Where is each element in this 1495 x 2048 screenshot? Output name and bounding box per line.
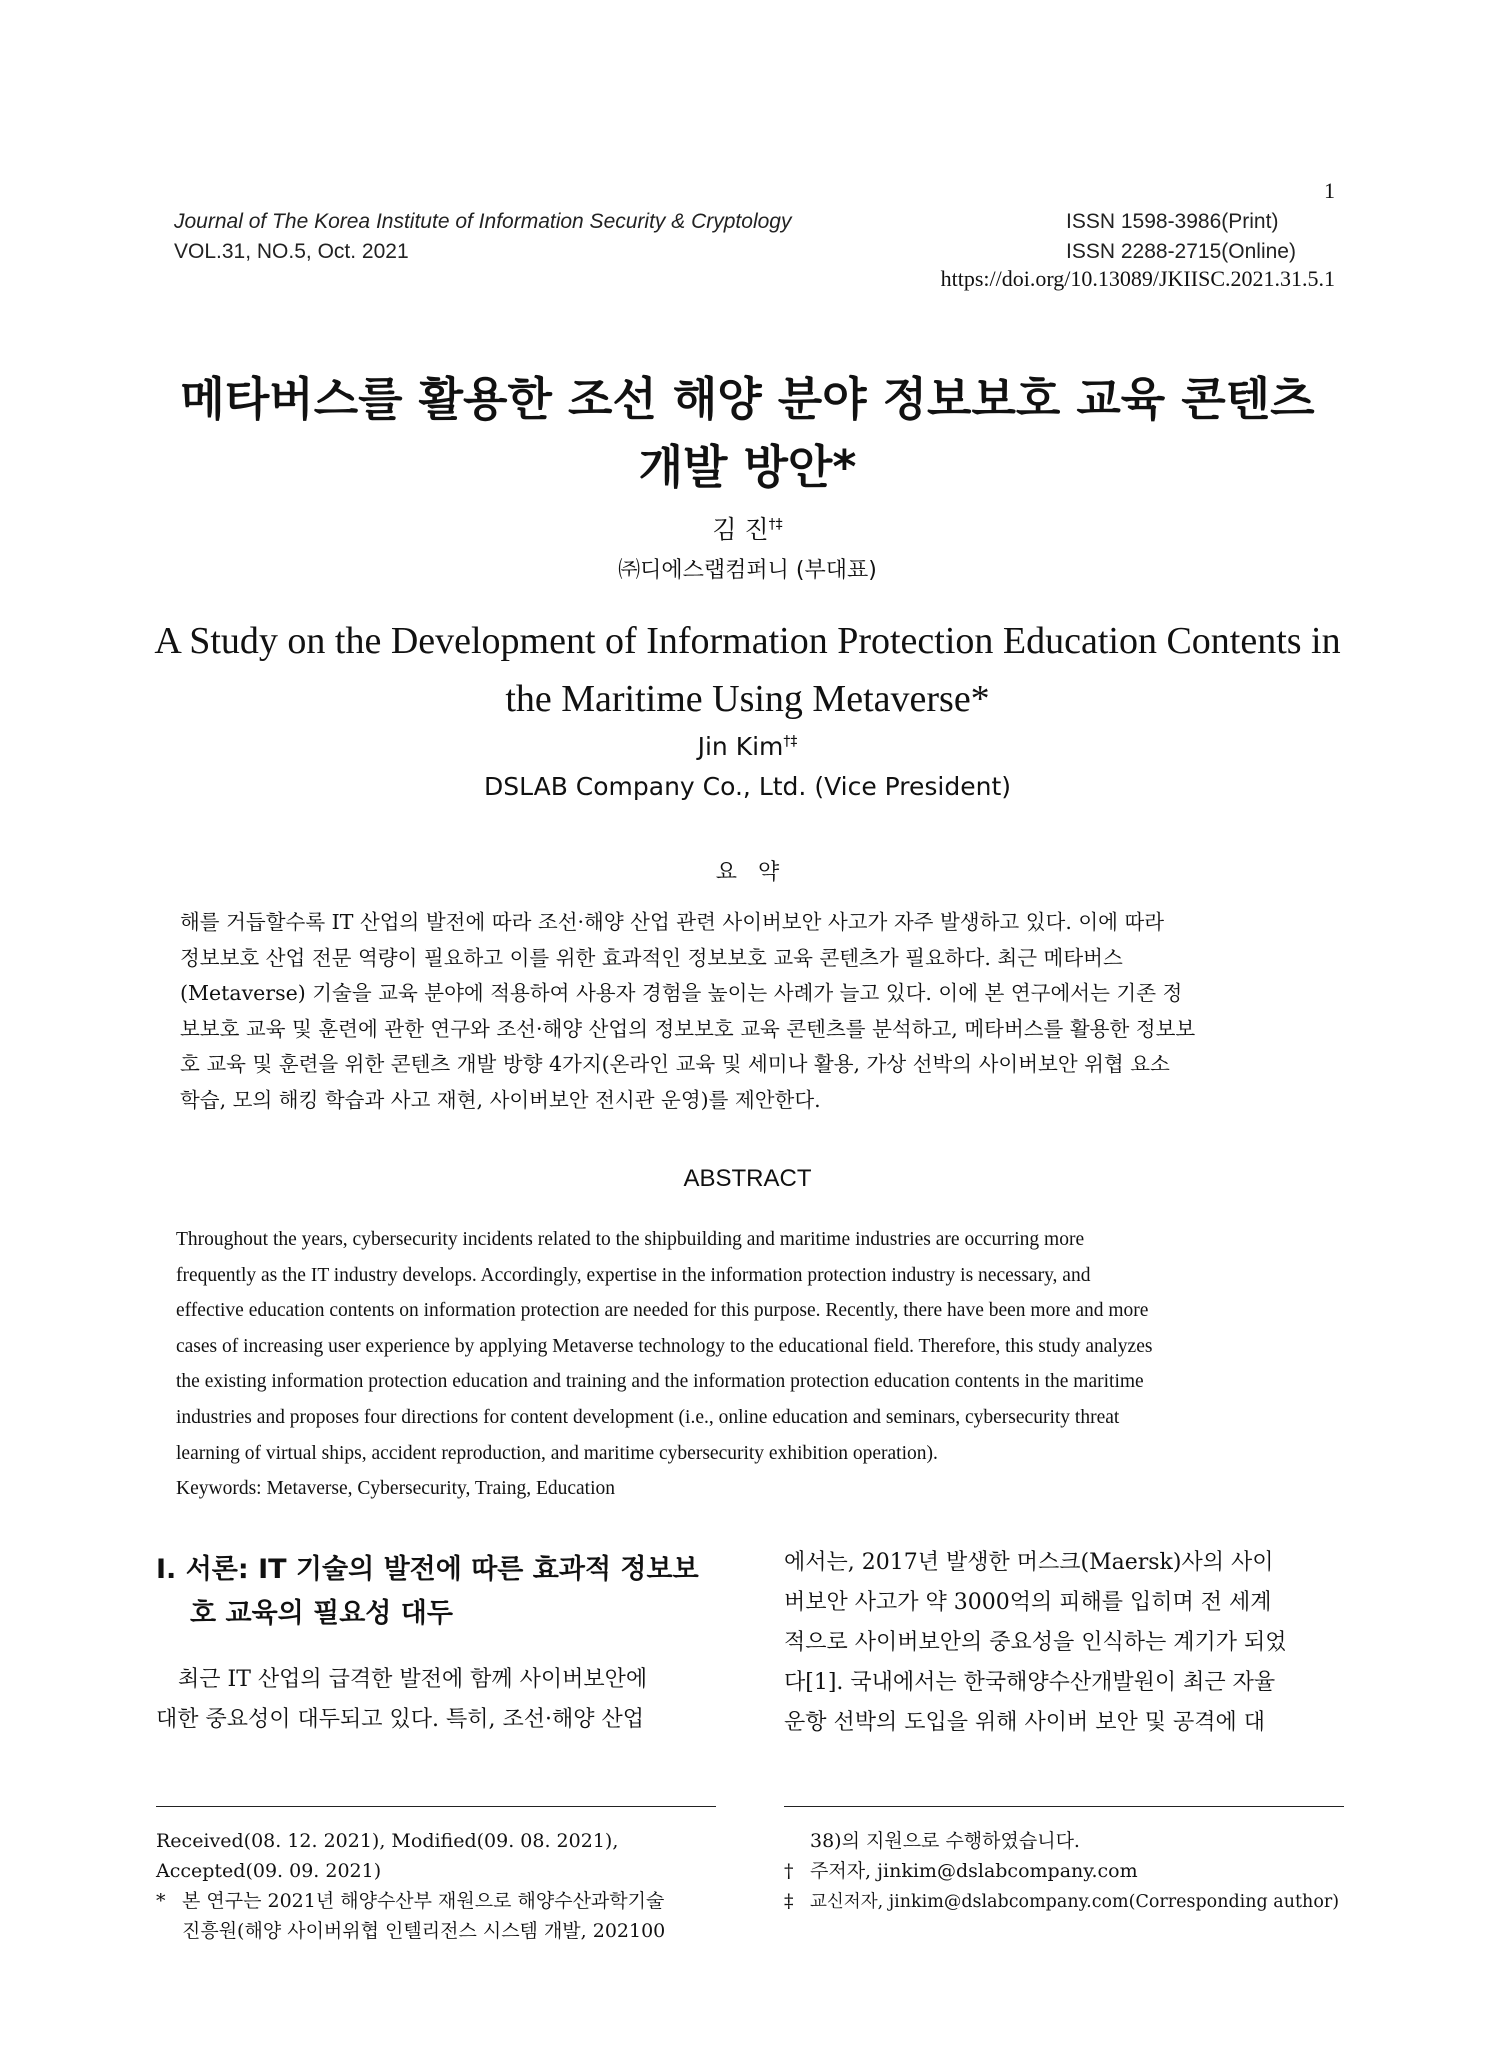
corresponding-text: 교신저자, jinkim@dslabcompany.com(Corresponding author) <box>810 1892 1340 1912</box>
abstract-en-line: the existing information protection education and training and the information protection education contents in the maritime <box>176 1371 1144 1393</box>
footnote-rule-right <box>784 1806 1344 1807</box>
affiliation-korean: ㈜디에스랩컴퍼니 (부대표) <box>618 558 877 583</box>
keywords: Keywords: Metaverse, Cybersecurity, Traing, Education <box>176 1478 616 1499</box>
abstract-english <box>176 1222 1316 1471</box>
abstract-ko-line: 보보호 교육 및 훈련에 관한 연구와 조선·해양 산업의 정보보호 교육 콘텐츠를 분석하고, 메타버스를 활용한 정보보 <box>180 1016 1196 1041</box>
footnote-funding <box>156 1886 716 1916</box>
title-en-line-1: A Study on the Development of Information Protection Education Contents in <box>154 620 1341 662</box>
footnote-main-author <box>784 1856 1344 1886</box>
abstract-en-line: learning of virtual ships, accident reproduction, and maritime cybersecurity exhibition operation). <box>176 1442 938 1464</box>
footnote-received: Received(08. 12. 2021), Modified(09. 08. 2021), <box>156 1830 619 1852</box>
funding-line-3: 38)의 지원으로 수행하였습니다. <box>810 1830 1080 1852</box>
left-footnotes <box>156 1826 716 1946</box>
funding-mark: * <box>156 1890 166 1912</box>
body-line: 적으로 사이버보안의 중요성을 인식하는 계기가 되었 <box>784 1630 1287 1655</box>
author-en-marks: †‡ <box>783 733 798 750</box>
abstract-en-line: Throughout the years, cybersecurity incidents related to the shipbuilding and maritime industries are occurring more <box>176 1229 1085 1250</box>
funding-line-1: 본 연구는 2021년 해양수산부 재원으로 해양수산과학기술 <box>182 1890 665 1912</box>
abstract-en-heading: ABSTRACT <box>683 1165 812 1192</box>
section-heading <box>156 1548 716 1636</box>
body-line: 에서는, 2017년 발생한 머스크(Maersk)사의 사이 <box>784 1550 1274 1575</box>
abstract-en-line: frequently as the IT industry develops. Accordingly, expertise in the information protection industry is necessary, and <box>176 1264 1091 1286</box>
body-line: 운항 선박의 도입을 위해 사이버 보안 및 공격에 대 <box>784 1710 1265 1735</box>
body-line: 다[1]. 국내에서는 한국해양수산개발원이 최근 자율 <box>784 1670 1276 1695</box>
page-number: 1 <box>1324 178 1335 203</box>
abstract-ko-heading: 요 약 <box>715 860 780 885</box>
ddagger-mark: ‡ <box>784 1890 794 1912</box>
footnote-corresponding <box>784 1886 1344 1917</box>
abstract-en-line: cases of increasing user experience by applying Metaverse technology to the educational field. Therefore, this study analyzes <box>176 1335 1153 1357</box>
abstract-ko-line: 학습, 모의 해킹 학습과 사고 재현, 사이버보안 전시관 운영)를 제안한다. <box>180 1087 821 1112</box>
paper-title-korean <box>150 365 1345 501</box>
abstract-ko-line: 정보보호 산업 전문 역량이 필요하고 이를 위한 효과적인 정보보호 교육 콘텐츠가 필요하다. 최근 메타버스 <box>180 945 1123 970</box>
right-footnotes <box>784 1826 1344 1917</box>
section-heading-line-1: I. 서론: IT 기술의 발전에 따른 효과적 정보보 <box>156 1554 699 1585</box>
dagger-mark: † <box>784 1860 794 1882</box>
paper-title-english <box>150 612 1345 728</box>
left-column-body <box>156 1660 714 1740</box>
title-ko-line-2: 개발 방안* <box>638 440 857 494</box>
abstract-ko-line: 해를 거듭할수록 IT 산업의 발전에 따라 조선·해양 산업 관련 사이버보안 사고가 자주 발생하고 있다. 이에 따라 <box>180 910 1165 934</box>
footnote-rule-left <box>156 1806 716 1807</box>
abstract-en-line: industries and proposes four directions for content development (i.e., online education and seminars, cybersecurity threat <box>176 1406 1120 1428</box>
issn-print: ISSN 1598-3986(Print) <box>1066 210 1279 233</box>
issn-online: ISSN 2288-2715(Online) <box>1066 240 1296 263</box>
doi-link[interactable]: https://doi.org/10.13089/JKIISC.2021.31.5.1 <box>940 266 1335 291</box>
section-heading-line-2: 호 교육의 필요성 대두 <box>190 1598 453 1629</box>
affiliation-english: DSLAB Company Co., Ltd. (Vice President) <box>483 772 1012 801</box>
author-ko-marks: †‡ <box>768 516 783 533</box>
author-ko-name: 김 진 <box>712 515 769 544</box>
title-ko-line-1: 메타버스를 활용한 조선 해양 분야 정보보호 교육 콘텐츠 <box>180 372 1315 426</box>
footnote-accepted: Accepted(09. 09. 2021) <box>156 1860 382 1882</box>
author-en-name: Jin Kim <box>697 732 784 761</box>
author-korean <box>150 510 1345 546</box>
main-author-text: 주저자, jinkim@dslabcompany.com <box>810 1860 1138 1882</box>
author-english <box>150 732 1345 761</box>
body-line: 버보안 사고가 약 3000억의 피해를 입히며 전 세계 <box>784 1590 1272 1615</box>
abstract-en-line: effective education contents on information protection are needed for this purpose. Recently, there have been more and more <box>176 1300 1149 1322</box>
title-en-line-2: the Maritime Using Metaverse* <box>505 678 990 720</box>
body-line: 최근 IT 산업의 급격한 발전에 함께 사이버보안에 <box>178 1667 648 1692</box>
funding-line-2: 진흥원(해양 사이버위협 인텔리전스 시스템 개발, 202100 <box>182 1920 666 1942</box>
abstract-ko-line: 호 교육 및 훈련을 위한 콘텐츠 개발 방향 4가지(온라인 교육 및 세미나 활용, 가상 선박의 사이버보안 위협 요소 <box>180 1052 1170 1076</box>
right-column-body <box>784 1543 1334 1743</box>
journal-name: Journal of The Korea Institute of Information Security & Cryptology <box>174 210 792 233</box>
abstract-ko-line: (Metaverse) 기술을 교육 분야에 적용하여 사용자 경험을 높이는 사례가 늘고 있다. 이에 본 연구에서는 기존 정 <box>180 981 1183 1005</box>
journal-volume: VOL.31, NO.5, Oct. 2021 <box>174 240 409 263</box>
abstract-korean <box>180 905 1315 1118</box>
body-line: 대한 중요성이 대두되고 있다. 특히, 조선·해양 산업 <box>156 1707 644 1732</box>
